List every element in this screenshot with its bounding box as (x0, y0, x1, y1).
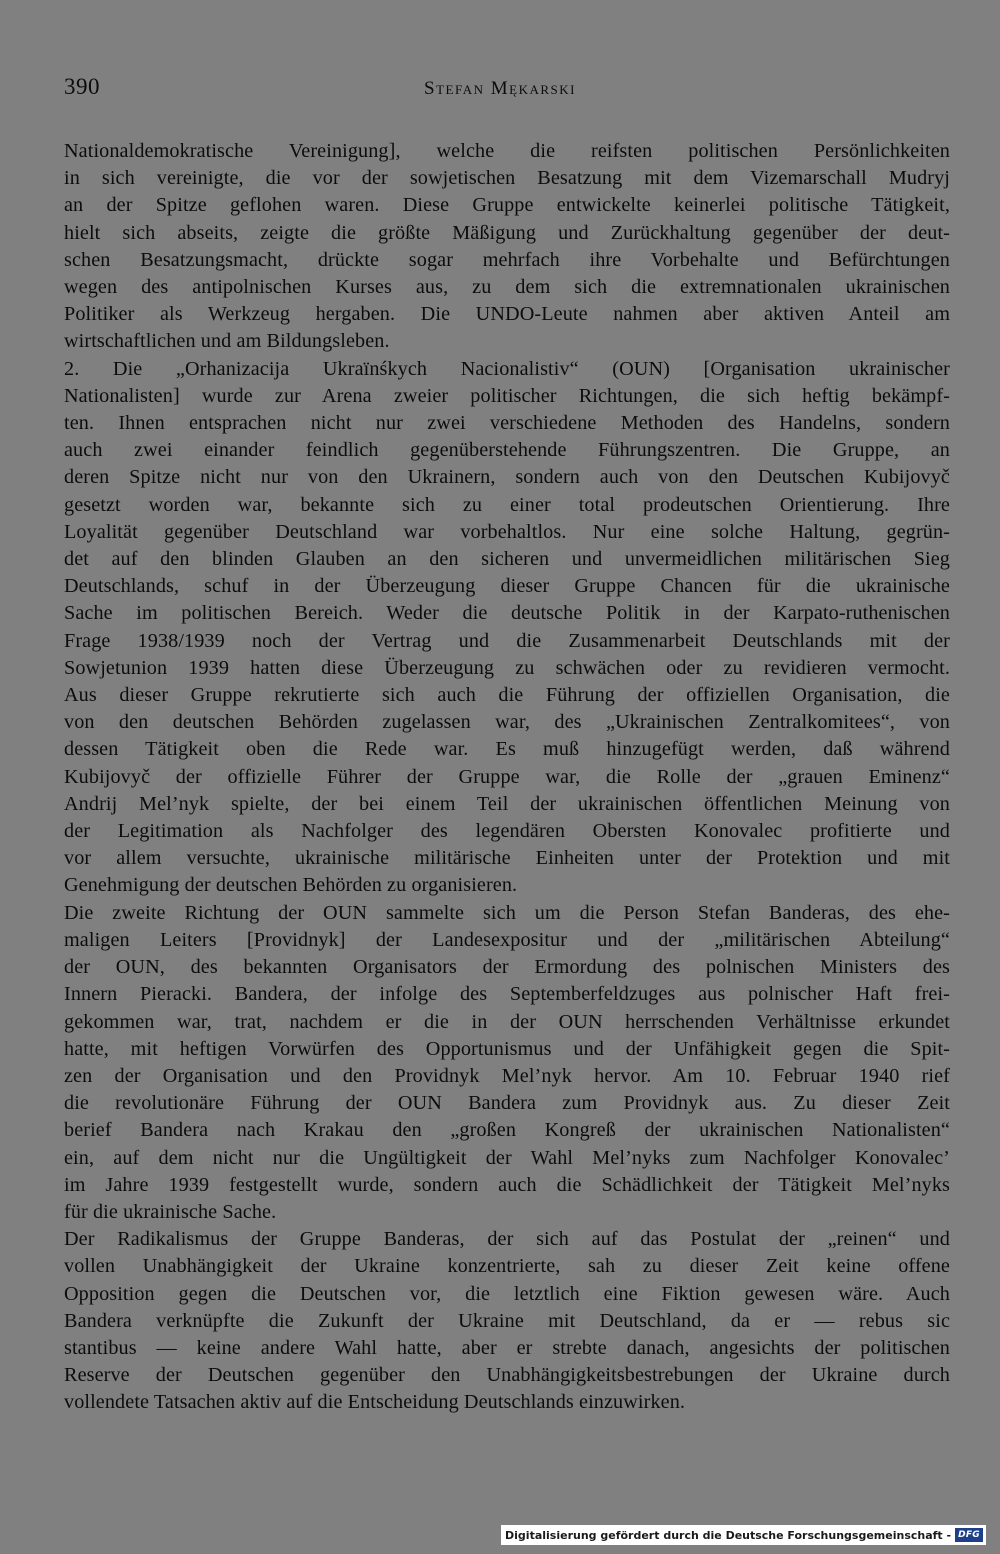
text-line: in sich vereinigte, die vor der sowjetischen Besatzung mit dem Vizemarschall Mudryj (64, 167, 950, 190)
paragraph (64, 900, 950, 1226)
text-line: auch zwei einander feindlich gegenüberstehende Führungszentren. Die Gruppe, an (64, 439, 950, 462)
paragraph (64, 356, 950, 900)
text-line: hatte, mit heftigen Vorwürfen des Opportunismus und der Unfähigkeit gegen die Spit- (64, 1037, 950, 1060)
text-line: deren Spitze nicht nur von den Ukrainern, sondern auch von den Deutschen Kubijovyč (64, 466, 950, 489)
text-line: Reserve der Deutschen gegenüber den Unabhängigkeitsbestrebungen der Ukraine durch (64, 1364, 950, 1387)
text-line: zen der Organisation und den Providnyk Mel’nyk hervor. Am 10. Februar 1940 rief (64, 1064, 950, 1087)
text-line: gesetzt worden war, bekannte sich zu einer total prodeutschen Orientierung. Ihre (64, 493, 950, 516)
text-line: Aus dieser Gruppe rekrutierte sich auch die Führung der offiziellen Organisation, die (64, 684, 950, 707)
digitization-footer (501, 1525, 986, 1545)
page-number: 390 (64, 74, 100, 99)
text-line: ten. Ihnen entsprachen nicht nur zwei verschiedene Methoden des Handelns, sondern (64, 412, 950, 435)
running-head: Stefan Mękarski (424, 78, 576, 99)
text-line: vor allem versuchte, ukrainische militärische Einheiten unter der Protektion und mit (64, 847, 950, 870)
text-line: Sowjetunion 1939 hatten diese Überzeugung zu schwächen oder zu revidieren vermocht. (64, 656, 950, 679)
text-line: stantibus — keine andere Wahl hatte, aber er strebte danach, angesichts der politischen (64, 1336, 950, 1359)
text-line: der OUN, des bekannten Organisators der Ermordung des polnischen Ministers des (64, 956, 950, 979)
text-line: Innern Pieracki. Bandera, der infolge des Septemberfeldzuges aus polnischer Haft frei- (64, 983, 950, 1006)
text-line: Der Radikalismus der Gruppe Banderas, der sich auf das Postulat der „reinen“ und (64, 1228, 950, 1251)
text-line: Kubijovyč der offizielle Führer der Gruppe war, die Rolle der „grauen Eminenz“ (64, 765, 950, 788)
text-line: die revolutionäre Führung der OUN Bandera zum Providnyk aus. Zu dieser Zeit (64, 1092, 950, 1115)
text-line: det auf den blinden Glauben an den sicheren und unvermeidlichen militärischen Sieg (64, 548, 950, 571)
text-line: schen Besatzungsmacht, drückte sogar mehrfach ihre Vorbehalte und Befürchtungen (64, 248, 950, 271)
text-line: Genehmigung der deutschen Behörden zu organisieren. (64, 874, 518, 897)
text-line: vollen Unabhängigkeit der Ukraine konzentrierte, sah zu dieser Zeit keine offene (64, 1255, 950, 1278)
text-line: Politiker als Werkzeug hergaben. Die UNDO-Leute nahmen aber aktiven Anteil am (64, 303, 950, 326)
body-text (64, 138, 950, 1417)
text-line: der Legitimation als Nachfolger des legendären Obersten Konovalec profitierte und (64, 820, 950, 843)
text-line: Nationaldemokratische Vereinigung], welche die reifsten politischen Persönlichkeiten (64, 140, 950, 162)
text-line: an der Spitze geflohen waren. Diese Gruppe entwickelte keinerlei politische Tätigkeit, (64, 194, 950, 217)
text-line: vollendete Tatsachen aktiv auf die Entscheidung Deutschlands einzuwirken. (64, 1391, 686, 1414)
text-line: wegen des antipolnischen Kurses aus, zu dem sich die extremnationalen ukrainischen (64, 276, 950, 299)
text-line: von den deutschen Behörden zugelassen war, des „Ukrainischen Zentralkomitees“, von (64, 711, 950, 734)
text-line: Deutschlands, schuf in der Überzeugung dieser Gruppe Chancen für die ukrainische (64, 575, 950, 598)
dfg-logo-icon: DFG (955, 1528, 983, 1542)
text-line: Die zweite Richtung der OUN sammelte sich um die Person Stefan Banderas, des ehe- (64, 901, 950, 924)
text-line: gekommen war, trat, nachdem er die in der OUN herrschenden Verhältnisse erkundet (64, 1010, 950, 1033)
text-line: hielt sich abseits, zeigte die größte Mäßigung und Zurückhaltung gegenüber der deut- (64, 221, 950, 244)
text-line: dessen Tätigkeit oben die Rede war. Es muß hinzugefügt werden, daß während (64, 738, 950, 761)
text-line: 2. Die „Orhanizacija Ukraïnśkych Nacionalistiv“ (OUN) [Organisation ukrainischer (64, 357, 950, 380)
text-line: wirtschaftlichen und am Bildungsleben. (64, 330, 390, 353)
text-line: Bandera verknüpfte die Zukunft der Ukraine mit Deutschland, da er — rebus sic (64, 1309, 950, 1332)
paragraph (64, 138, 950, 356)
text-line: maligen Leiters [Providnyk] der Landesexpositur und der „militärischen Abteilung“ (64, 928, 950, 951)
text-line: Opposition gegen die Deutschen vor, die letztlich eine Fiktion gewesen wäre. Auch (64, 1282, 950, 1305)
paragraph (64, 1226, 950, 1416)
text-line: Frage 1938/1939 noch der Vertrag und die Zusammenarbeit Deutschlands mit der (64, 629, 950, 652)
footer-text: Digitalisierung gefördert durch die Deutsche Forschungsgemeinschaft - (505, 1528, 952, 1542)
text-line: Andrij Mel’nyk spielte, der bei einem Teil der ukrainischen öffentlichen Meinung von (64, 792, 950, 815)
text-line: ein, auf dem nicht nur die Ungültigkeit der Wahl Mel’nyks zum Nachfolger Konovalec’ (64, 1146, 950, 1169)
text-line: für die ukrainische Sache. (64, 1200, 277, 1223)
text-line: berief Bandera nach Krakau den „großen Kongreß der ukrainischen Nationalisten“ (64, 1119, 950, 1142)
text-line: Nationalisten] wurde zur Arena zweier politischer Richtungen, die sich heftig bekämpf- (64, 384, 950, 407)
text-line: Loyalität gegenüber Deutschland war vorbehaltlos. Nur eine solche Haltung, gegrün- (64, 520, 950, 543)
text-line: im Jahre 1939 festgestellt wurde, sondern auch die Schädlichkeit der Tätigkeit Mel’nyks (64, 1173, 950, 1196)
text-line: Sache im politischen Bereich. Weder die deutsche Politik in der Karpato-ruthenischen (64, 602, 950, 625)
